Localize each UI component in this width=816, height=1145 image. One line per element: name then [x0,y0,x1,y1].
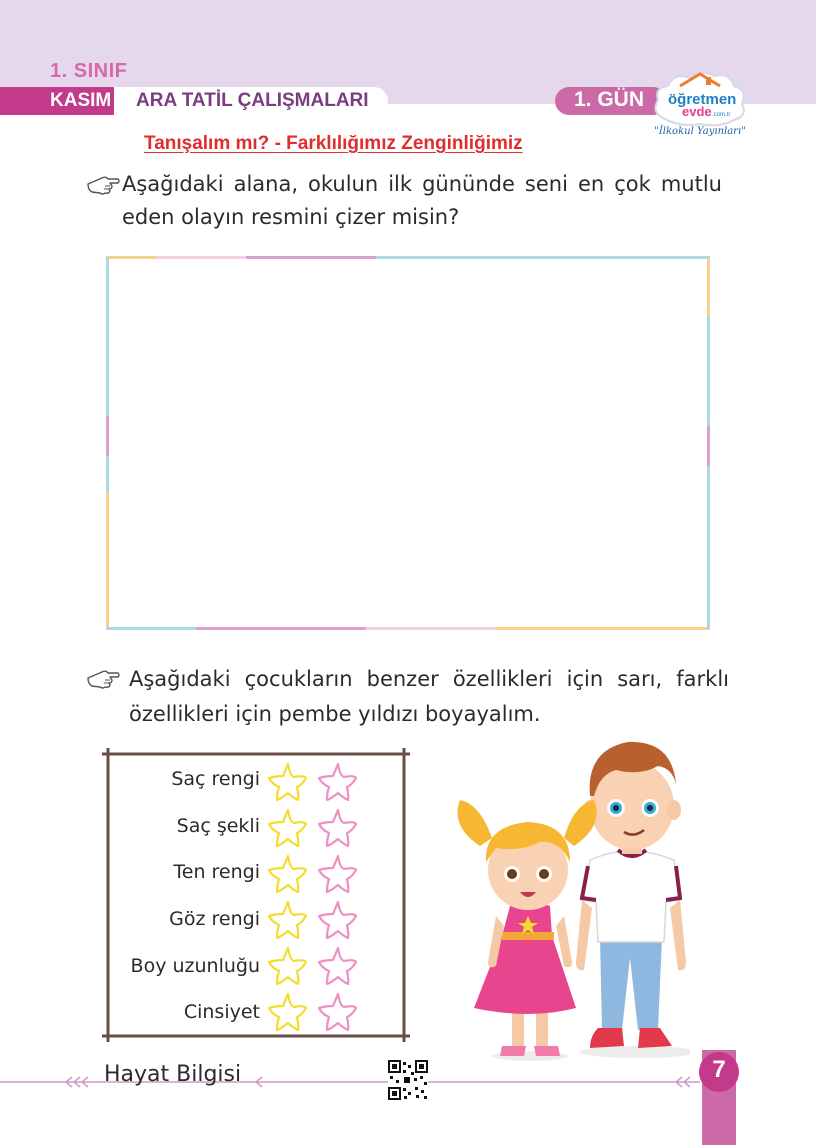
logo-tagline: "İlkokul Yayınları" [654,126,746,137]
feature-label-skin-color: Ten rengi [173,861,260,883]
subject-label: Hayat Bilgisi [104,1062,242,1087]
pink-star-icon[interactable] [316,761,360,803]
feature-label-gender: Cinsiyet [183,1001,260,1023]
qr-code-icon[interactable] [388,1060,428,1100]
yellow-star-icon[interactable] [266,807,310,849]
grade-label: 1. SINIF [50,60,128,82]
yellow-star-icon[interactable] [266,945,310,987]
girl-figure [458,800,597,1061]
logo-text-sub: evde [682,104,712,119]
pink-star-icon[interactable] [316,807,360,849]
feature-label-height: Boy uzunluğu [130,955,260,977]
children-illustration [440,730,690,1066]
feature-table-frame [102,748,410,1042]
logo-text-main: öğretmen [668,91,737,108]
publisher-logo [650,66,750,142]
feature-label-hair-color: Saç rengi [171,768,260,790]
section-title: ARA TATİL ÇALIŞMALARI [136,90,369,111]
month-label: KASIM [50,90,112,111]
boy-figure [576,742,690,1058]
yellow-star-icon[interactable] [266,853,310,895]
topic-title: Tanışalım mı? - Farklılığımız Zenginliğimiz [144,133,523,154]
logo-text-suffix: .com.tr [712,112,731,118]
question-1-line-2: eden olayın resmini çizer misin? [122,205,460,229]
feature-label-hair-shape: Saç şekli [176,815,260,837]
drawing-area[interactable] [106,256,710,630]
pink-star-icon[interactable] [316,853,360,895]
feature-label-eye-color: Göz rengi [169,908,260,930]
pointing-hand-icon [86,666,120,690]
pink-star-icon[interactable] [316,899,360,941]
question-2-line-2: özellikleri için pembe yıldızı boyayalım. [129,702,541,726]
pointing-hand-icon [86,172,120,196]
question-1-line-1: Aşağıdaki alana, okulun ilk gününde seni en çok mutlu [122,172,722,196]
yellow-star-icon[interactable] [266,991,310,1033]
yellow-star-icon[interactable] [266,761,310,803]
question-2-line-1: Aşağıdaki çocukların benzer özellikleri için sarı, farklı [129,667,729,691]
yellow-star-icon[interactable] [266,899,310,941]
page-number: 7 [712,1056,726,1083]
day-label: 1. GÜN [574,88,645,111]
pink-star-icon[interactable] [316,945,360,987]
pink-star-icon[interactable] [316,991,360,1033]
